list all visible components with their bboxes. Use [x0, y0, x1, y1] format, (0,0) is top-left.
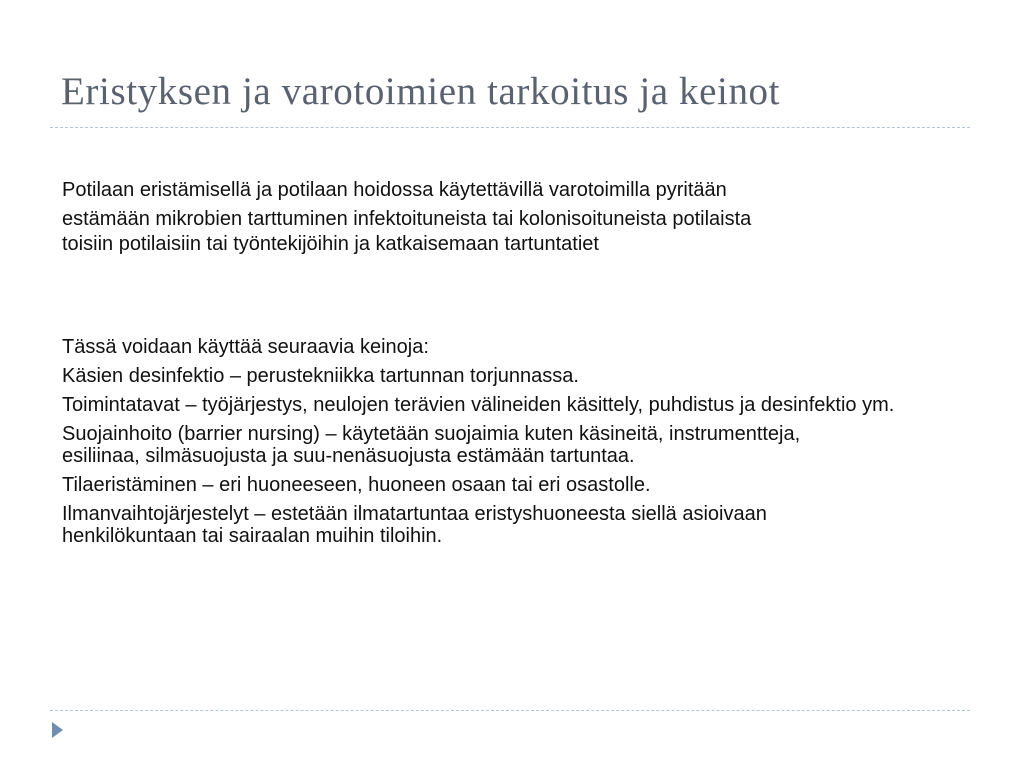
footer-divider	[50, 710, 970, 711]
slide-title: Eristyksen ja varotoimien tarkoitus ja keinot	[61, 70, 781, 113]
means-item-room-isolation: Tilaeristäminen – eri huoneeseen, huoneen osaan tai eri osastolle.	[62, 474, 651, 496]
play-arrow-icon	[52, 722, 63, 738]
slide-body	[62, 178, 972, 554]
intro-line-2: estämään mikrobien tarttuminen infektoituneista tai kolonisoituneista potilaista	[62, 208, 752, 230]
means-item-procedures: Toimintatavat – työjärjestys, neulojen terävien välineiden käsittely, puhdistus ja desinfektio ym.	[62, 394, 895, 416]
intro-line-3: toisiin potilaisiin tai työntekijöihin ja katkaisemaan tartuntatiet	[62, 233, 599, 255]
means-heading: Tässä voidaan käyttää seuraavia keinoja:	[62, 336, 429, 358]
intro-line-1: Potilaan eristämisellä ja potilaan hoidossa käytettävillä varotoimilla pyritään	[62, 179, 727, 201]
paragraph-spacer	[62, 257, 972, 336]
means-item-barrier-nursing: Suojainhoito (barrier nursing) – käytetään suojaimia kuten käsineitä, instrumentteja, esiliinaa, silmäsuojusta ja suu-nenäsuojusta estämään tartuntaa.	[62, 423, 801, 467]
means-item-ventilation: Ilmanvaihtojärjestelyt – estetään ilmatartuntaa eristyshuoneesta siellä asioivaan henkilökuntaan tai sairaalan muihin tiloihin.	[62, 503, 767, 547]
means-item-hand-disinfection: Käsien desinfektio – perustekniikka tartunnan torjunnassa.	[62, 365, 579, 387]
title-divider	[50, 127, 970, 128]
